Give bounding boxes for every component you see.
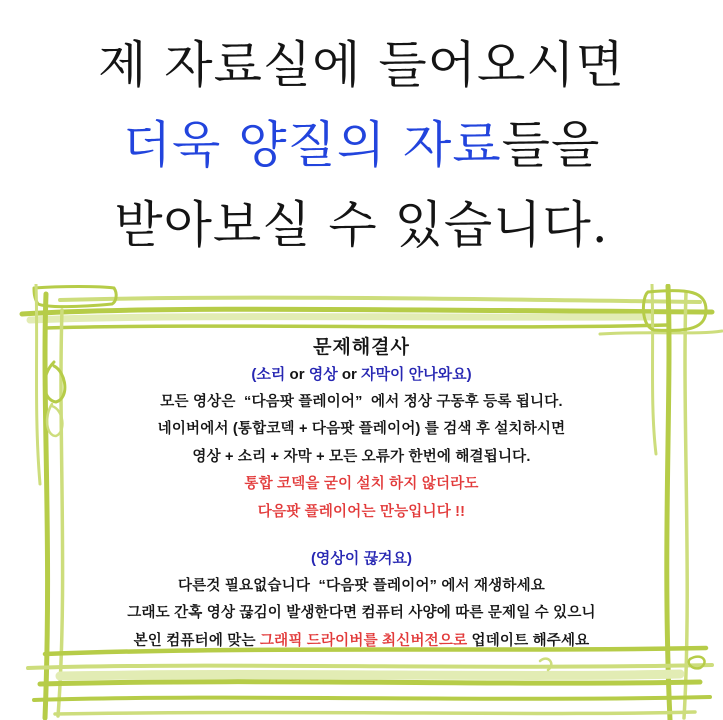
section1-heading-seg2: 영상	[304, 366, 342, 383]
section1-heading-seg1: or	[289, 366, 305, 383]
header-line-2	[0, 105, 723, 185]
section1-line-3: 영상 + 소리 + 자막 + 모든 오류가 한번에 해결됩니다.	[192, 448, 531, 465]
section1-red-line-2: 다음팟 플레이어는 만능입니다 !!	[257, 503, 466, 520]
header-line-1: 제 자료실에 들어오시면	[98, 36, 625, 94]
section-gap	[0, 526, 723, 545]
section1-heading	[0, 361, 723, 389]
section2-line-3-seg2: 업데이트 해주세요	[467, 632, 590, 649]
section1-heading-seg3: or	[341, 366, 357, 383]
panel-title: 문제해결사	[313, 337, 410, 358]
section2-line-2: 그래도 간혹 영상 끊김이 발생한다면 컴퓨터 사양에 따른 문제일 수 있으니	[127, 605, 596, 621]
section1-red-line-1: 통합 코덱을 굳이 설치 하지 않더라도	[244, 476, 479, 492]
section2-line-1: 다른것 필요없습니다 “다음팟 플레이어” 에서 재생하세요	[177, 577, 546, 594]
section2-line-3-seg1: 그래픽 드라이버를 최신버전으로	[259, 632, 468, 649]
header-message	[0, 25, 723, 265]
header-line-2-blue: 더욱 양질의 자료	[122, 116, 502, 174]
section1-line-2: 네이버에서 (통합코덱 + 다음팟 플레이어) 를 검색 후 설치하시면	[157, 421, 566, 437]
header-line-2-black: 들을	[501, 116, 601, 174]
section2-line-3	[0, 628, 723, 656]
section2-heading: (영상이 끊겨요)	[310, 550, 413, 567]
section1-heading-seg4: 자막이 안나와요)	[356, 366, 472, 383]
section2-line-3-seg0: 본인 컴퓨터에 맞는	[133, 632, 260, 649]
section1-line-1: 모든 영상은 “다음팟 플레이어” 에서 정상 구동후 등록 됩니다.	[160, 393, 563, 410]
troubleshooting-panel	[0, 334, 723, 655]
section1-heading-seg0: (소리	[251, 366, 290, 383]
header-line-3: 받아보실 수 있습니다.	[114, 196, 609, 254]
